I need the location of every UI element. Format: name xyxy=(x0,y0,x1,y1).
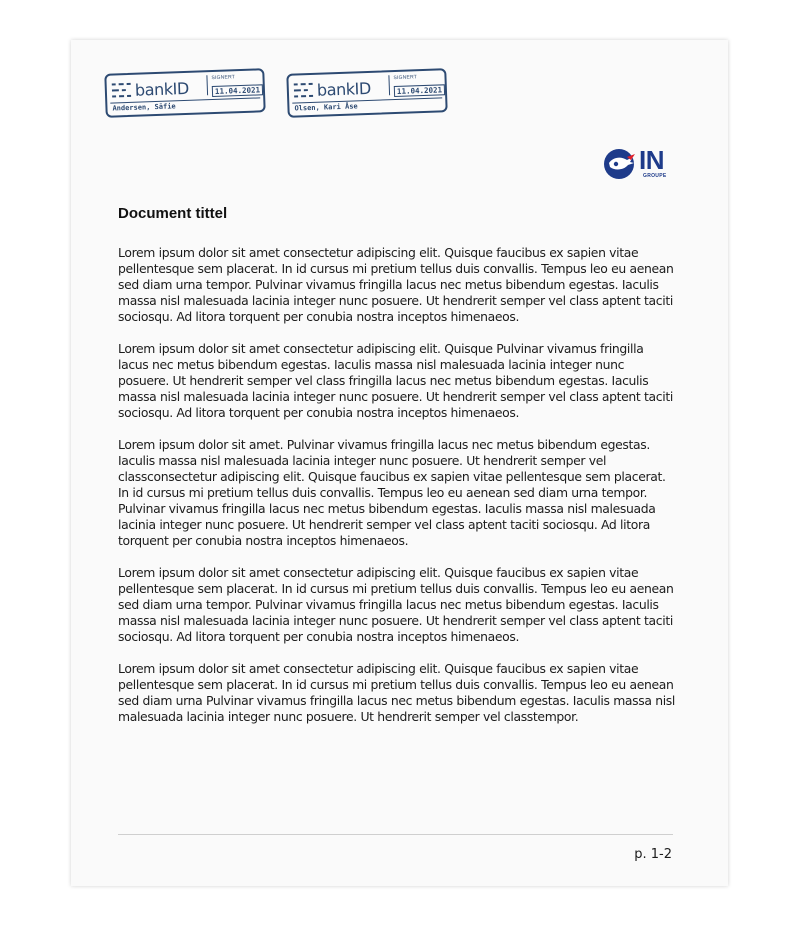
bankid-logo xyxy=(293,76,388,101)
signed-date-box xyxy=(206,73,260,95)
bankid-signature-stamp xyxy=(104,68,265,118)
dragon-emblem-icon xyxy=(603,148,637,180)
company-logo xyxy=(603,145,673,182)
document-title: Document tittel xyxy=(118,205,228,222)
body-paragraph: Lorem ipsum dolor sit amet. Pulvinar vivamus fringilla lacus nec metus bibendum egestas. Iaculis massa nisl malesuada lacinia integer nunc posuere. Ut hendrerit semper vel classconsectetur adipiscing elit. Quisque faucibus ex sapien vitae pellentesque sem placerat. In id cursus mi pretium tellus duis convallis. Tempus leo eu aenean sed diam urna tempor. Pulvinar vivamus fringilla lacus nec metus bibendum egestas. Iaculis massa nisl malesuada lacinia integer nunc posuere. Ut hendrerit semper vel class aptent taciti sociosqu. Ad litora torquent per conubia nostra inceptos himenaeos. xyxy=(118,437,666,548)
body-paragraph: Lorem ipsum dolor sit amet consectetur adipiscing elit. Quisque Pulvinar vivamus fringilla lacus nec metus bibendum egestas. Iaculis massa nisl malesuada lacinia integer nunc posuere. Ut hendrerit semper vel class fringilla lacus nec metus bibendum egestas. Iaculis massa nisl malesuada lacinia integer nunc posuere. Ut hendrerit semper vel class aptent taciti sociosqu. Ad litora torquent per conubia nostra inceptos himenaeos. xyxy=(118,341,673,420)
signed-date: 11.04.2021 xyxy=(212,84,264,97)
body-paragraph: Lorem ipsum dolor sit amet consectetur adipiscing elit. Quisque faucibus ex sapien vitae pellentesque sem placerat. In id cursus mi pretium tellus duis convallis. Tempus leo eu aenean sed diam urna Pulvinar vivamus fringilla lacus nec metus bibendum egestas. Iaculis massa nisl malesuada lacinia integer nunc posuere. Ut hendrerit semper vel classtempor. xyxy=(118,661,675,724)
logo-wordmark: IN xyxy=(639,145,664,175)
bankid-mark-icon xyxy=(112,82,133,99)
bankid-logo xyxy=(111,76,206,101)
footer-divider xyxy=(118,834,673,835)
bankid-mark-icon xyxy=(294,82,315,99)
signed-label: SIGNERT xyxy=(393,74,418,82)
document-page xyxy=(71,40,728,886)
signer-name: Olsen, Kari Åse xyxy=(294,102,358,113)
logo-subtext: GROUPE xyxy=(643,173,667,179)
page-number: p. 1-2 xyxy=(634,847,672,862)
signer-name: Andersen, Sāfie xyxy=(112,102,176,113)
signed-date: 11.04.2021 xyxy=(394,84,446,97)
document-body xyxy=(118,245,676,741)
bankid-wordmark: bankID xyxy=(134,78,190,100)
bankid-signature-stamp xyxy=(286,68,447,118)
signed-date-box xyxy=(388,73,442,95)
body-paragraph: Lorem ipsum dolor sit amet consectetur adipiscing elit. Quisque faucibus ex sapien vitae pellentesque sem placerat. In id cursus mi pretium tellus duis convallis. Tempus leo eu aenean sed diam urna tempor. Pulvinar vivamus fringilla lacus nec metus bibendum egestas. Iaculis massa nisl malesuada lacinia integer nunc posuere. Ut hendrerit semper vel class aptent taciti sociosqu. Ad litora torquent per conubia nostra inceptos himenaeos. xyxy=(118,565,674,644)
body-paragraph: Lorem ipsum dolor sit amet consectetur adipiscing elit. Quisque faucibus ex sapien vitae pellentesque sem placerat. In id cursus mi pretium tellus duis convallis. Tempus leo eu aenean sed diam urna tempor. Pulvinar vivamus fringilla lacus nec metus bibendum egestas. Iaculis massa nisl malesuada lacinia integer nunc posuere. Ut hendrerit semper vel class aptent taciti sociosqu. Ad litora torquent per conubia nostra inceptos himenaeos. xyxy=(118,245,674,324)
bankid-wordmark: bankID xyxy=(316,78,372,100)
signed-label: SIGNERT xyxy=(211,74,236,82)
